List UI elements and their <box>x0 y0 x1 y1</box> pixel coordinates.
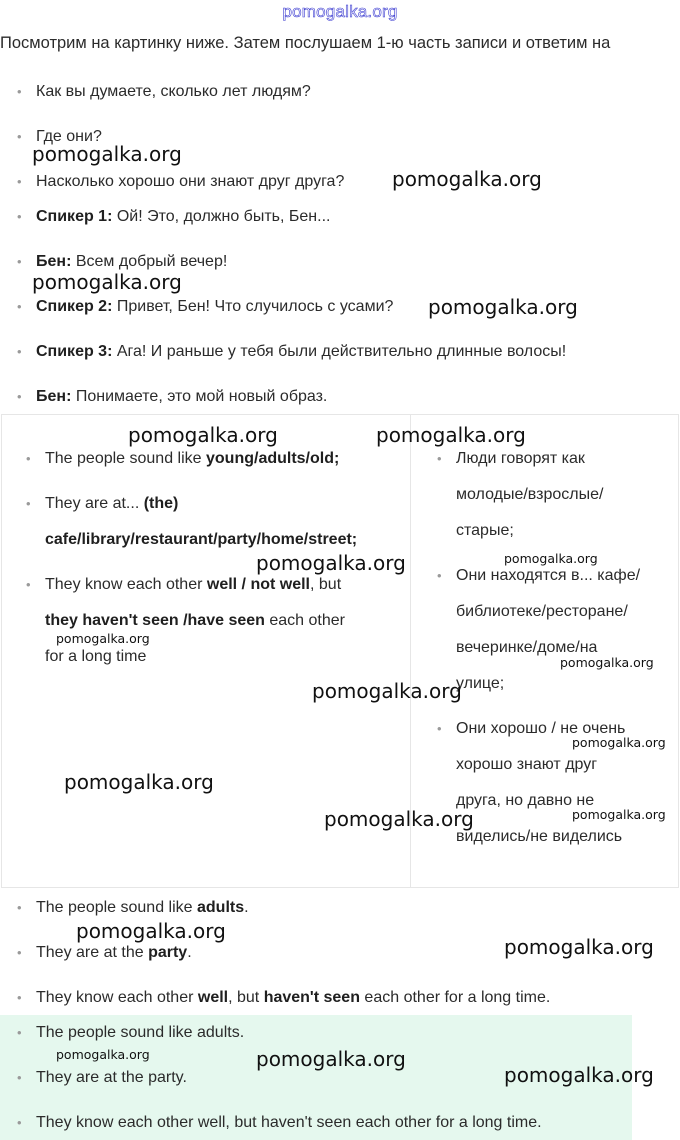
cell-bold: they haven't seen /have seen <box>45 612 265 629</box>
intro-text: Посмотрим на картинку ниже. Затем послушаем 1-ю часть записи и ответим на <box>0 34 611 52</box>
watermark: pomogalka.org <box>76 919 226 943</box>
cell-text: виделись/не виделись <box>456 828 623 845</box>
cell-bold: cafe/library/restaurant/party/home/street; <box>45 531 358 548</box>
site-logo: pomogalka.org <box>282 2 398 21</box>
watermark-small: pomogalka.org <box>572 807 666 822</box>
table-left-item-2: • They are at... (the) cafe/library/restaurant/party/home/street; <box>26 495 358 548</box>
cell-text: улице; <box>456 675 505 692</box>
speaker-label: Спикер 1: <box>36 208 113 225</box>
answer-3 <box>36 989 550 1007</box>
watermark: pomogalka.org <box>324 807 474 831</box>
answer-text: each other for a long time. <box>359 989 551 1006</box>
speaker-label: Спикер 2: <box>36 298 113 315</box>
green-answer-2: • They are at the party. <box>36 1069 187 1087</box>
cell-bold: young/adults/old; <box>206 450 340 467</box>
cell-text: вечеринке/доме/на <box>456 639 598 656</box>
watermark: pomogalka.org <box>128 423 278 447</box>
dialogue-text: Ой! Это, должно быть, Бен... <box>112 208 331 225</box>
dialogue-line <box>36 298 393 316</box>
question-1: • Как вы думаете, сколько лет людям? <box>36 83 311 101</box>
watermark-small: pomogalka.org <box>56 1047 150 1062</box>
watermark: pomogalka.org <box>392 167 542 191</box>
answer-text: . <box>244 899 249 916</box>
watermark: pomogalka.org <box>256 551 406 575</box>
answer-2 <box>36 944 192 962</box>
green-answer-3: • They know each other well, but haven't seen each other for a long time. <box>36 1114 542 1132</box>
cell-text: each other <box>264 612 345 629</box>
cell-text: They know each other <box>45 576 207 593</box>
dialogue-text: Привет, Бен! Что случилось с усами? <box>112 298 394 315</box>
watermark: pomogalka.org <box>256 1047 406 1071</box>
watermark-small: pomogalka.org <box>572 735 666 750</box>
watermark: pomogalka.org <box>64 770 214 794</box>
cell-text: The people sound like <box>45 450 206 467</box>
table-left-item-1: • The people sound like young/adults/old; <box>26 450 340 467</box>
cell-text: друга, но давно не <box>456 792 595 809</box>
answer-bold: haven't seen <box>263 989 360 1006</box>
dialogue-line <box>36 208 330 226</box>
dialogue-line <box>36 253 227 271</box>
cell-text: Они находятся в... кафе/ <box>456 567 641 584</box>
answer-1 <box>36 899 249 917</box>
cell-text: , but <box>310 576 342 593</box>
watermark: pomogalka.org <box>312 679 462 703</box>
watermark-small: pomogalka.org <box>560 655 654 670</box>
watermark: pomogalka.org <box>428 295 578 319</box>
speaker-label: Бен: <box>36 253 72 270</box>
answer-bold: party <box>148 944 188 961</box>
watermark: pomogalka.org <box>32 270 182 294</box>
cell-text: They are at... <box>45 495 144 512</box>
cell-bold: well / not well <box>206 576 310 593</box>
table-left-item-3: • They know each other well / not well, but they haven't seen /have seen each other for a long time <box>26 576 345 665</box>
dialogue-line <box>36 388 327 406</box>
watermark: pomogalka.org <box>32 142 182 166</box>
watermark: pomogalka.org <box>504 935 654 959</box>
dialogue-line <box>36 343 566 361</box>
cell-text: молодые/взрослые/ <box>456 486 604 503</box>
dialogue-text: Ага! И раньше у тебя были действительно длинные волосы! <box>112 343 567 360</box>
dialogue-text: Понимаете, это мой новый образ. <box>71 388 328 405</box>
table-right-item-2: • Они находятся в... кафе/ библиотеке/ресторане/ вечеринке/доме/на улице; <box>437 567 641 692</box>
table-right-item-3: • Они хорошо / не очень хорошо знают друг друга, но давно не виделись/не виделись <box>437 720 626 845</box>
cell-text: старые; <box>456 522 514 539</box>
answer-bold: adults <box>197 899 245 916</box>
question-3: • Насколько хорошо они знают друг друга? <box>36 173 344 191</box>
answer-text: , but <box>228 989 264 1006</box>
cell-text: хорошо знают друг <box>456 756 598 773</box>
cell-text: Они хорошо / не очень <box>456 720 626 737</box>
cell-text: библиотеке/ресторане/ <box>456 603 628 620</box>
speaker-label: Бен: <box>36 388 72 405</box>
dialogue-text: Всем добрый вечер! <box>71 253 228 270</box>
answer-text: The people sound like <box>36 899 197 916</box>
answer-text: They know each other <box>36 989 198 1006</box>
speaker-label: Спикер 3: <box>36 343 113 360</box>
answer-bold: well <box>197 989 229 1006</box>
watermark: pomogalka.org <box>376 423 526 447</box>
watermark: pomogalka.org <box>504 1063 654 1087</box>
green-answer-1: • The people sound like adults. <box>36 1024 244 1042</box>
cell-text: for a long time <box>45 648 147 665</box>
answer-text: They are at the <box>36 944 149 961</box>
answer-text: . <box>187 944 192 961</box>
cell-text: Люди говорят как <box>456 450 585 467</box>
question-2: • Где они? <box>36 128 102 146</box>
cell-bold: (the) <box>143 495 179 512</box>
watermark-small: pomogalka.org <box>504 551 598 566</box>
table-right-item-1: • Люди говорят как молодые/взрослые/ старые; <box>437 450 604 539</box>
watermark-small: pomogalka.org <box>56 631 150 646</box>
